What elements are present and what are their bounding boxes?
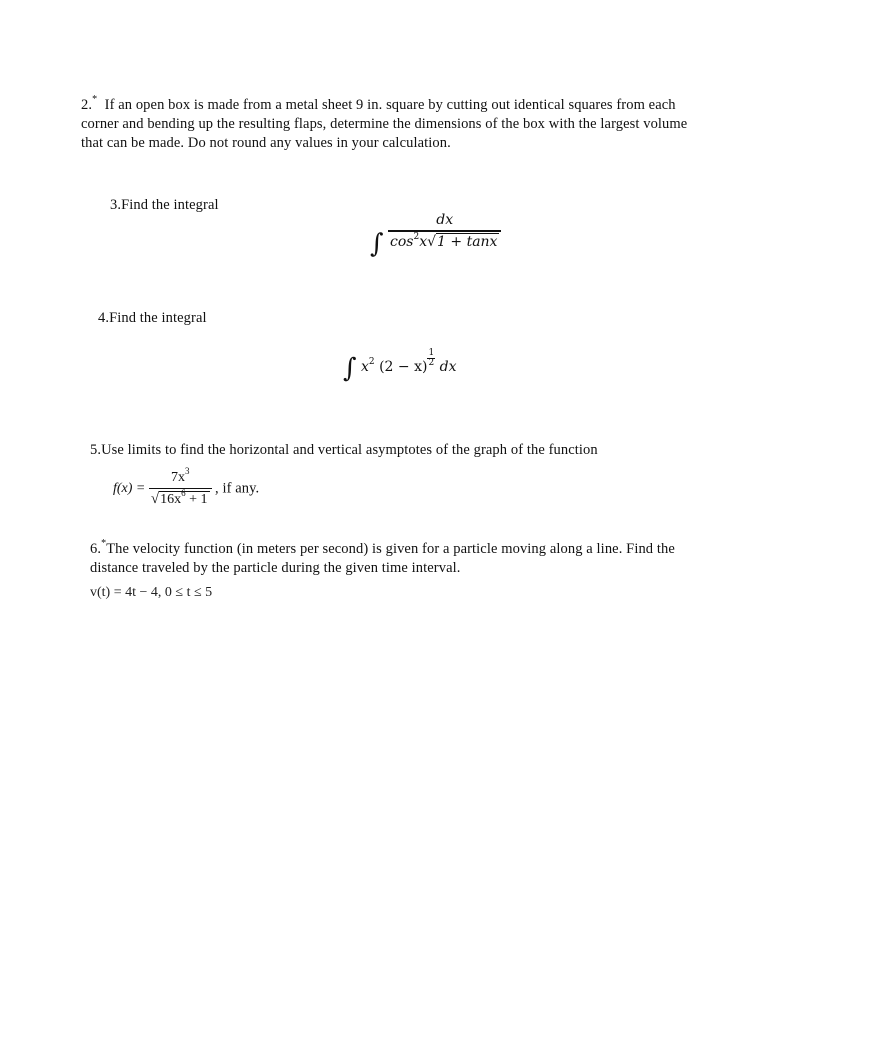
- problem-6-star: *: [101, 538, 107, 550]
- p4-exp-num: 1: [428, 348, 435, 358]
- integral-sign: ∫: [370, 229, 384, 259]
- problem-2: [81, 96, 801, 153]
- den-radicand: 1 + tanx: [437, 234, 498, 250]
- problem-4-integral: [343, 348, 457, 384]
- den-exp: 2: [413, 232, 420, 243]
- problem-5-function: [113, 466, 260, 508]
- problem-3-fraction: [388, 212, 501, 250]
- problem-3-integral: [370, 212, 501, 257]
- p4-paren: (2 − x): [379, 358, 428, 375]
- p5-den-tail: + 1: [189, 492, 208, 507]
- p4-base: x: [361, 358, 369, 375]
- sqrt-symbol: √: [427, 234, 437, 250]
- problem-6-text-1: The velocity function (in meters per second) is given for a particle moving along a line. Find the: [106, 541, 675, 557]
- problem-2-line-3: that can be made. Do not round any values in your calculation.: [81, 135, 451, 151]
- problem-4-label: 4.Find the integral: [98, 310, 207, 326]
- p5-den-exp: 6: [181, 488, 186, 499]
- p5-lhs-text: f(x) =: [113, 481, 146, 496]
- p5-den-coef: 16x: [160, 492, 182, 507]
- problem-6-line-2: distance traveled by the particle during the given time interval.: [90, 560, 461, 576]
- problem-2-line-2: corner and bending up the resulting flaps, determine the dimensions of the box with the largest volume: [81, 116, 688, 132]
- p5-fraction: [149, 466, 212, 508]
- problem-2-text-1: If an open box is made from a metal sheet 9 in. square by cutting out identical squares from each: [104, 97, 676, 113]
- p5-lhs: [113, 481, 145, 496]
- problem-3-label: 3.Find the integral: [110, 197, 219, 213]
- p4-exp-den: 2: [428, 358, 435, 368]
- problem-2-number: 2.: [81, 97, 93, 113]
- p4-exponent-fraction: [427, 349, 435, 368]
- p5-numerator: [149, 466, 212, 488]
- integral-sign: ∫: [343, 353, 357, 384]
- problem-2-star: *: [92, 94, 98, 106]
- problem-6-number: 6.: [90, 541, 102, 557]
- p4-base-exp: 2: [368, 357, 375, 367]
- p5-num-coef: 7x: [170, 470, 185, 485]
- problem-6-formula: v(t) = 4t − 4, 0 ≤ t ≤ 5: [90, 585, 213, 600]
- problem-2-line-1: [81, 96, 801, 115]
- den-cos: cos: [390, 234, 414, 250]
- problem-5-label: 5.Use limits to find the horizontal and vertical asymptotes of the graph of the function: [90, 442, 598, 458]
- sqrt-symbol: √: [150, 491, 160, 507]
- p5-suffix: , if any.: [215, 480, 260, 497]
- problem-6: [90, 540, 810, 578]
- problem-3-numerator: dx: [436, 212, 454, 228]
- p5-denominator: [149, 489, 212, 508]
- p5-num-exp: 3: [184, 466, 190, 477]
- problem-3-denominator: [388, 232, 501, 250]
- problem-6-line-1: [90, 540, 810, 559]
- p4-dx: dx: [439, 358, 457, 375]
- den-x: x: [419, 234, 428, 250]
